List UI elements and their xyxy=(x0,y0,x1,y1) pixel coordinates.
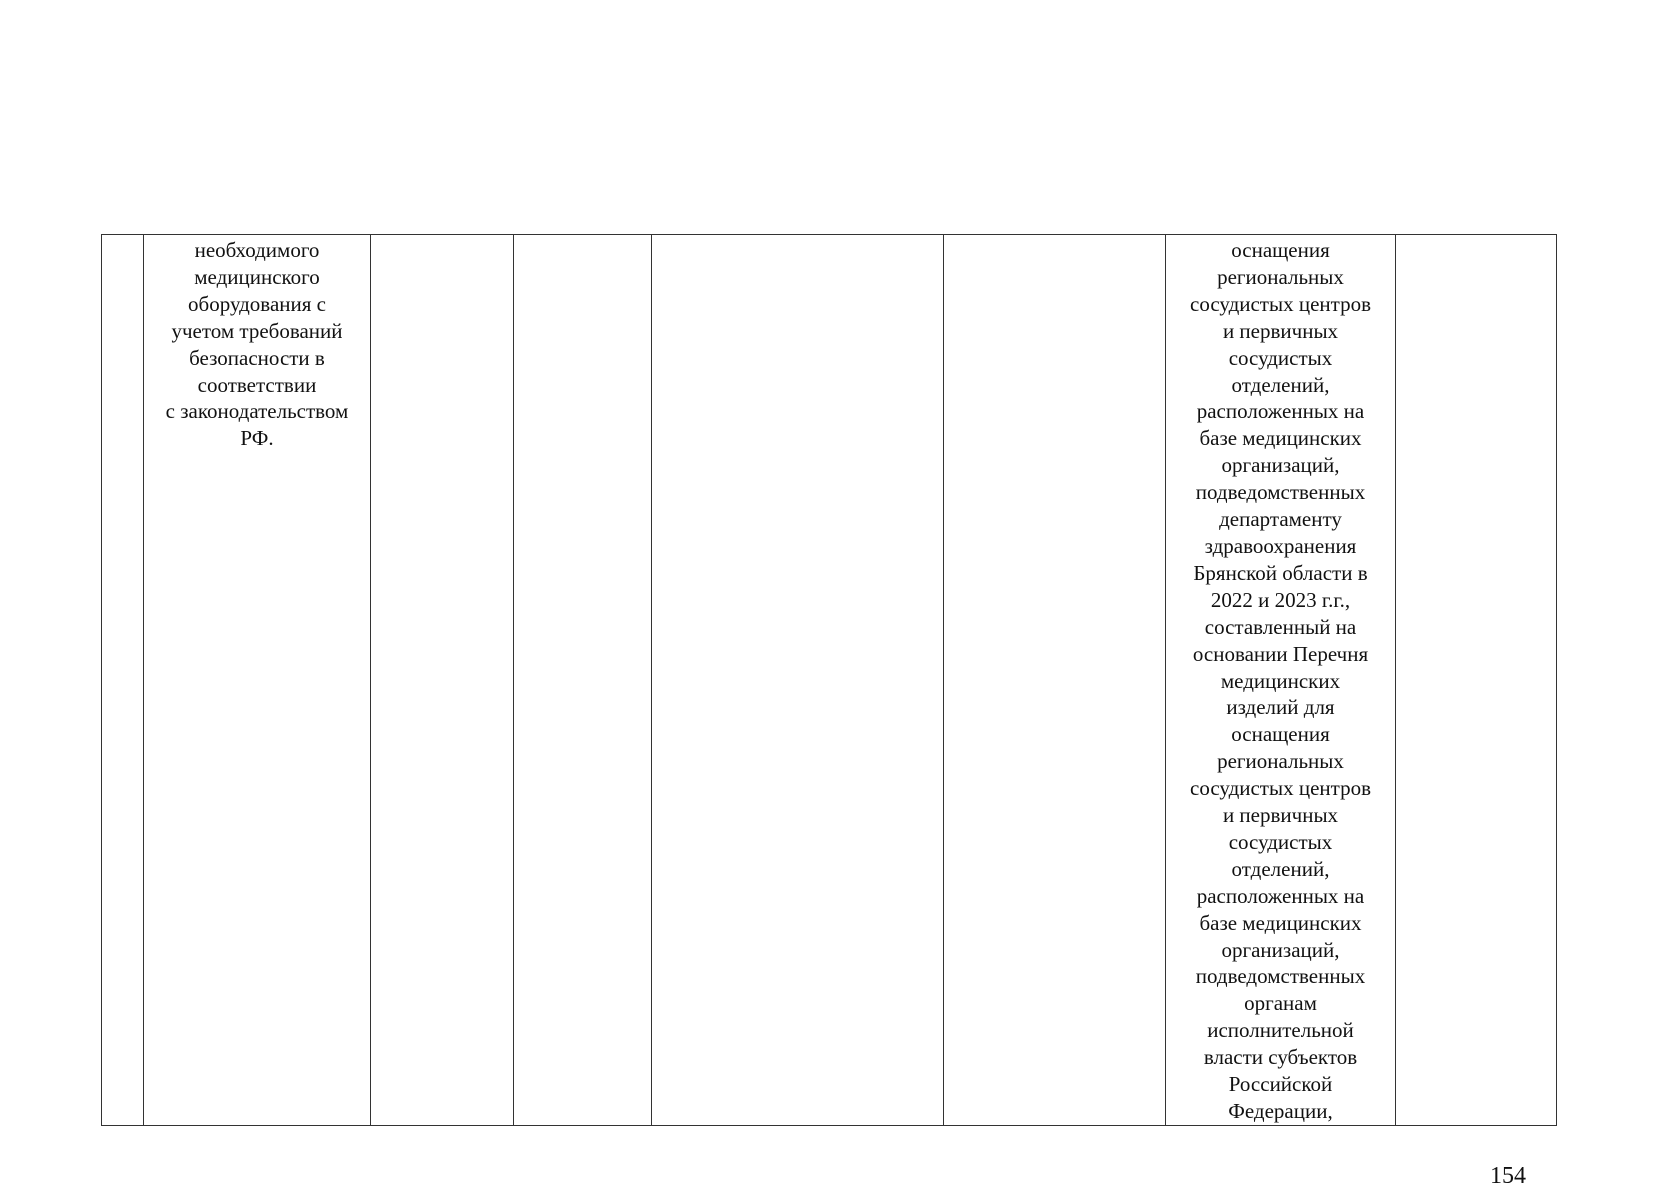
table-cell-col2 xyxy=(144,235,371,1126)
table-cell-col4 xyxy=(514,235,652,1126)
table-cell-col5 xyxy=(652,235,944,1126)
table-cell-col3 xyxy=(371,235,514,1126)
page-number: 154 xyxy=(1490,1163,1526,1189)
continuation-table xyxy=(101,234,1557,1126)
table-cell-col8 xyxy=(1396,235,1557,1126)
table-cell-col1 xyxy=(102,235,144,1126)
table-cell-col6 xyxy=(944,235,1166,1126)
table-cell-col7 xyxy=(1166,235,1396,1126)
table-row xyxy=(102,235,1557,1126)
equipment-list-text: оснащения региональных сосудистых центров и первичных сосудистых отделений, расположенных на базе медицинских организаций, подведомственных департаменту здравоохранения Брянской области в 2022 и 2023 г.г., составленный на основании Перечня медицинских изделий для оснащения региональных сосудистых центров и первичных сосудистых отделений, расположенных на базе медицинских организаций, подведомственных органам исполнительной власти субъектов Российской Федерации, xyxy=(1190,238,1371,1123)
requirement-text: необходимого медицинского оборудования с учетом требований безопасности в соответствии с законодательством РФ. xyxy=(165,238,349,451)
